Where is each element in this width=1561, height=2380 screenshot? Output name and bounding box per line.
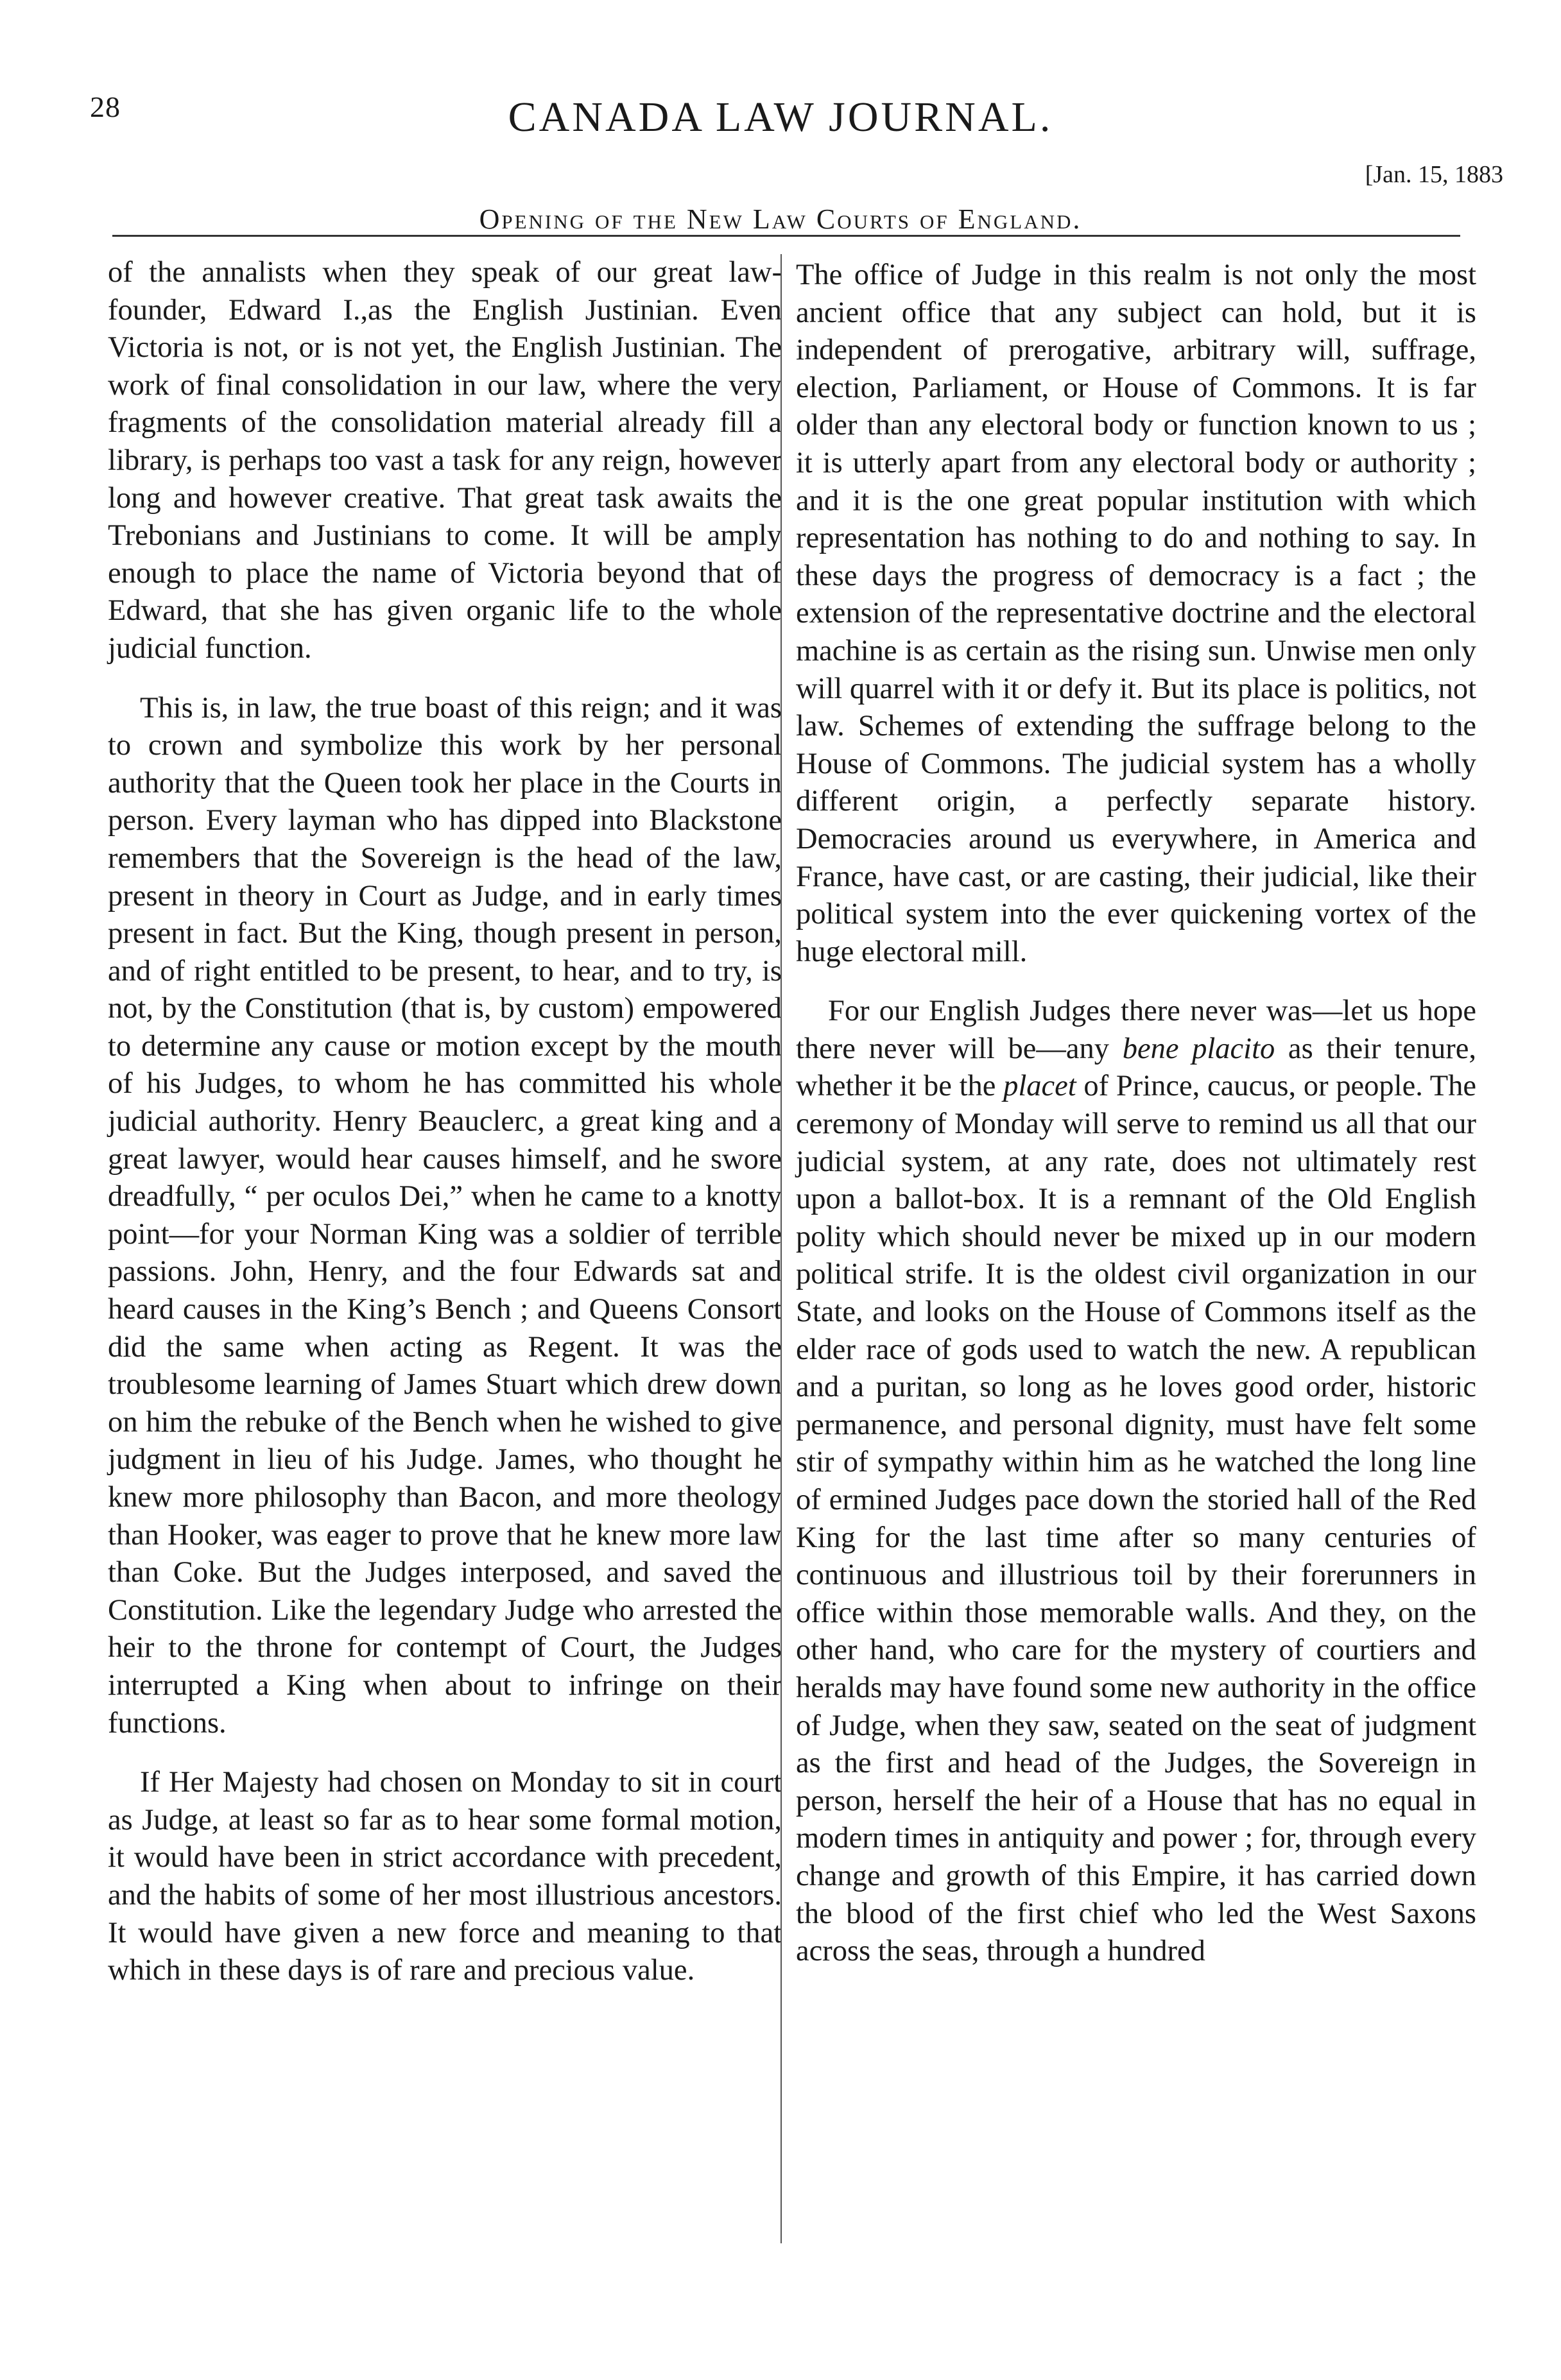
header-rule [112, 235, 1460, 237]
issue-date: [Jan. 15, 1883 [1365, 161, 1503, 188]
column-divider [780, 254, 782, 2243]
right-column [796, 257, 1476, 1992]
paragraph: The office of Judge in this realm is not only the most ancient office that any subject can hold, but it is independent of prerogative, arbitrary will, suffrage, election, Parliament, or House of Commons. It is far older than any electoral body or function known to us ; it is utterly apart from any electoral body or authority ; and it is the one great popular institution with which representation has nothing to do and nothing to say. In these days the progress of democracy is a fact ; the extension of the representative doctrine and the electoral machine is as certain as the rising sun. Unwise men only will quarrel with it or defy it. But its place is politics, not law. Schemes of extending the suffrage belong to the House of Commons. The judicial system has a wholly different origin, a perfectly separate history. Democracies around us everywhere, in America and France, have cast, or are casting, their judicial, like their political system into the ever quickening vortex of the huge electoral mill. [796, 259, 1476, 968]
page-number: 28 [90, 90, 121, 123]
paragraph: If Her Majesty had chosen on Monday to sit in court as Judge, at least so far as to hear some formal motion, it would have been in strict accordance with precedent, and the habits of some of her most illustrious ancestors. It would have given a new force and meaning to that which in these days is of rare and precious value. [108, 1766, 782, 1987]
paragraph: of the annalists when they speak of our great law-founder, Edward I.,as the English Justinian. Even Victoria is not, or is not yet, the English Justinian. The work of final consolidation in our law, where the very fragments of the consolidation material already fill a library, is perhaps too vast a task for any reign, however long and however creative. That great task awaits the Trebonians and Justinians to come. It will be amply enough to place the name of Victoria beyond that of Edward, that she has given organic life to the whole judicial function. [108, 256, 782, 665]
running-head: Opening of the New Law Courts of England. [479, 203, 1082, 235]
paragraph [796, 993, 1476, 1970]
journal-title: CANADA LAW JOURNAL. [508, 94, 1053, 141]
latin-word: placet [1003, 1070, 1076, 1103]
paragraph-text: as their tenure, whether it be the [796, 1032, 1476, 1103]
paragraph-text: of Prince, caucus, or people. The ceremony of Monday will serve to remind us all that our judicial system, at any rate, does not ultimately rest upon a ballot-box. It is a remnant of the Old English polity which should never be mixed up in our modern political strife. It is the oldest civil organization in our State, and looks on the House of Commons itself as the elder race of gods used to watch the new. A republican and a puritan, so long as he loves good order, historic permanence, and personal dignity, must have felt some stir of sympathy within him as he watched the long line of ermined Judges pace down the storied hall of the Red King for the last time after so many centuries of continuous and illustrious toil by their forerunners in office within those memorable walls. And they, on the other hand, who care for the mystery of courtiers and heralds may have found some new authority in the office of Judge, when they saw, seated on the seat of judgment as the first and head of the Judges, the Sovereign in person, herself the heir of a House that has no equal in modern times in antiquity and power ; for, through every change and growth of this Empire, it has carried down the blood of the first chief who led the West Saxons across the seas, through a hundred [796, 1070, 1476, 1968]
paragraph: This is, in law, the true boast of this reign; and it was to crown and symbolize this work by her personal authority that the Queen took her place in the Courts in person. Every layman who has dipped into Blackstone remembers that the Sovereign is the head of the law, present in theory in Court as Judge, and in early times present in fact. But the King, though present in person, and of right entitled to be present, to hear, and to try, is not, by the Constitution (that is, by custom) empowered to determine any cause or motion except by the mouth of his Judges, to whom he has committed his whole judicial authority. Henry Beauclerc, a great king and a great lawyer, would hear causes himself, and he swore dreadfully, “ per oculos Dei,” when he came to a knotty point—for your Norman King was a soldier of terrible passions. John, Henry, and the four Edwards sat and heard causes in the King’s Bench ; and Queens Consort did the same when acting as Regent. It was the troublesome learning of James Stuart which drew down on him the rebuke of the Bench when he wished to give judgment in lieu of his Judge. James, who thought he knew more philosophy than Bacon, and more theology than Hooker, was eager to prove that he knew more law than Coke. But the Judges interposed, and saved the Constitution. Like the legendary Judge who arrested the heir to the throne for contempt of Court, the Judges interrupted a King when about to infringe on their functions. [108, 691, 782, 1740]
paragraph-text: For our English Judges there never was—let us hope there never will be—any [796, 995, 1476, 1065]
latin-phrase: bene placito [1122, 1032, 1275, 1065]
left-column [108, 254, 782, 2012]
